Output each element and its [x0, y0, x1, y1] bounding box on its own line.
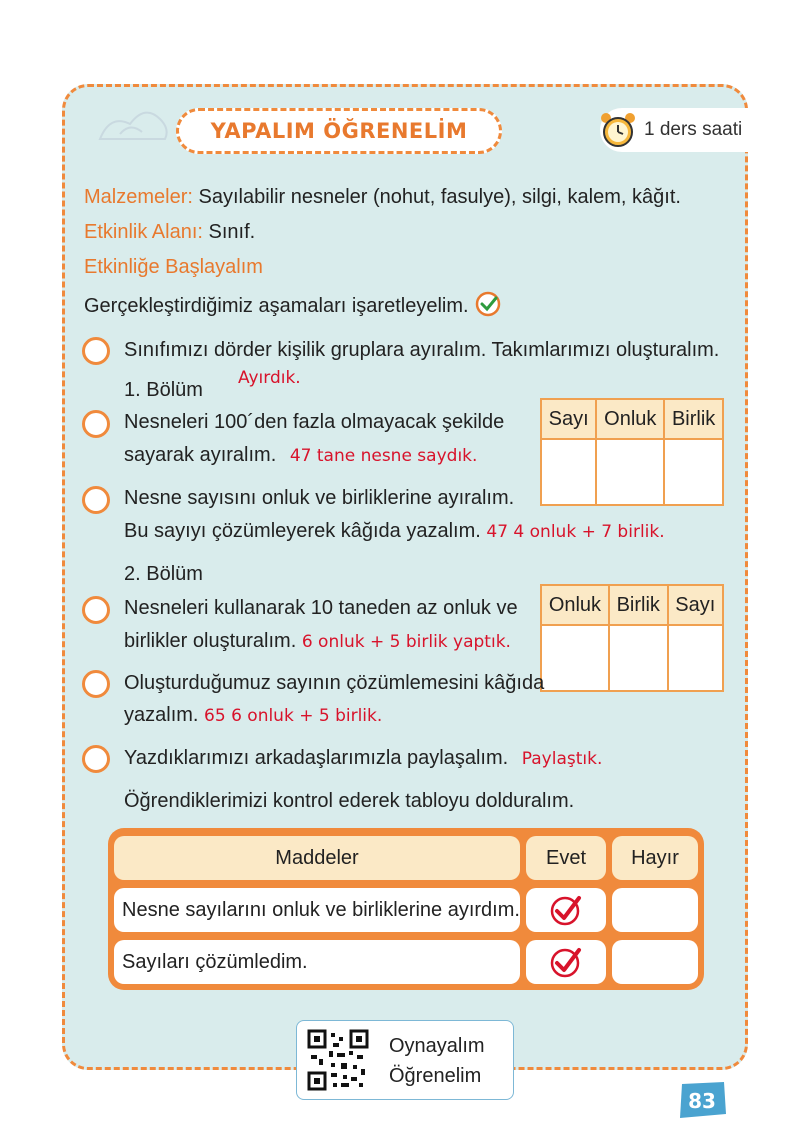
step-3-line1: Nesne sayısını onluk ve birliklerine ayıralım.: [124, 487, 515, 509]
qr-code-icon: [307, 1029, 369, 1091]
step-2-line2-text: sayarak ayıralım.: [124, 444, 277, 466]
check-circle-icon: [474, 290, 502, 318]
place-value-table-1: [540, 398, 724, 506]
part-2-heading: 2. Bölüm: [124, 563, 203, 585]
area-line: [84, 221, 255, 244]
check-row-2-evet[interactable]: [526, 940, 606, 984]
step-5-line1: Oluşturduğumuz sayının çözümlemesini kâğıda: [124, 672, 545, 694]
check-header-maddeler: Maddeler: [114, 836, 520, 880]
step-checkbox-5[interactable]: [82, 670, 110, 698]
step-checkbox-3[interactable]: [82, 486, 110, 514]
step-4-line2-text: birlikler oluşturalım.: [124, 630, 297, 652]
table1-header-birlik: Birlik: [664, 399, 723, 439]
qr-label-line2: Öğrenelim: [389, 1065, 482, 1087]
check-header-evet: Evet: [526, 836, 606, 880]
table2-cell-birlik[interactable]: [609, 625, 668, 691]
table1-cell-sayi[interactable]: [541, 439, 596, 505]
table1-cell-onluk[interactable]: [596, 439, 664, 505]
check-row-1-item: Nesne sayılarını onluk ve birliklerine ayırdım.: [114, 888, 520, 932]
materials-label: Malzemeler:: [84, 186, 193, 208]
check-header-hayir: Hayır: [612, 836, 698, 880]
table2-cell-onluk[interactable]: [541, 625, 609, 691]
step-6-answer: Paylaştık.: [521, 749, 603, 769]
step-1-text: Sınıfımızı dörder kişilik gruplara ayıralım. Takımlarımızı oluşturalım.: [124, 339, 720, 361]
table1-header-sayi: Sayı: [541, 399, 596, 439]
step-2-line1: Nesneleri 100´den fazla olmayacak şekilde: [124, 411, 505, 433]
step-4-answer: 6 onluk + 5 birlik yaptık.: [301, 632, 511, 652]
page-number: 83: [688, 1089, 716, 1113]
qr-code-box[interactable]: [296, 1020, 514, 1100]
materials-value: Sayılabilir nesneler (nohut, fasulye), silgi, kalem, kâğıt.: [198, 186, 681, 208]
lesson-duration-text: 1 ders saati: [644, 119, 743, 140]
area-label: Etkinlik Alanı:: [84, 221, 203, 243]
place-value-table-2: [540, 584, 724, 692]
step-1-answer: Ayırdık.: [238, 368, 301, 388]
table1-cell-birlik[interactable]: [664, 439, 723, 505]
step-5-line2-text: yazalım.: [124, 704, 199, 726]
step-checkbox-6[interactable]: [82, 745, 110, 773]
part-1-heading: 1. Bölüm: [124, 379, 203, 401]
start-heading: Etkinliğe Başlayalım: [84, 256, 263, 278]
instruction-line: [84, 290, 502, 318]
step-4-line2: [124, 630, 511, 653]
section-title-banner: [176, 108, 502, 154]
check-intro: Öğrendiklerimizi kontrol ederek tabloyu dolduralım.: [124, 790, 575, 812]
step-checkbox-2[interactable]: [82, 410, 110, 438]
area-value: Sınıf.: [208, 221, 256, 243]
step-3-line2-text: Bu sayıyı çözümleyerek kâğıda yazalım.: [124, 520, 481, 542]
instruction-text: Gerçekleştirdiğimiz aşamaları işaretleyelim.: [84, 295, 469, 317]
step-checkbox-4[interactable]: [82, 596, 110, 624]
lesson-duration: [600, 108, 752, 152]
step-3-answer: 47 4 onluk + 7 birlik.: [486, 522, 665, 542]
table2-header-onluk: Onluk: [541, 585, 609, 625]
step-2-line2: [124, 444, 477, 467]
step-6-line: [124, 747, 602, 770]
step-5-line2: [124, 704, 382, 727]
page-number-badge: [676, 1080, 728, 1120]
step-5-answer: 65 6 onluk + 5 birlik.: [204, 706, 383, 726]
step-4-line1: Nesneleri kullanarak 10 taneden az onluk ve: [124, 597, 518, 619]
table1-header-onluk: Onluk: [596, 399, 664, 439]
materials-line: [84, 186, 681, 209]
step-checkbox-1[interactable]: [82, 337, 110, 365]
qr-label-line1: Oynayalım: [389, 1035, 485, 1057]
check-row-2-item: Sayıları çözümledim.: [114, 940, 520, 984]
checked-mark-icon: [548, 892, 584, 928]
step-3-line2: [124, 520, 665, 543]
step-2-answer: 47 tane nesne saydık.: [289, 446, 478, 466]
check-row-1-evet[interactable]: [526, 888, 606, 932]
table2-cell-sayi[interactable]: [668, 625, 723, 691]
step-6-text: Yazdıklarımızı arkadaşlarımızla paylaşalım.: [124, 747, 509, 769]
table2-header-birlik: Birlik: [609, 585, 668, 625]
check-row-1-hayir[interactable]: [612, 888, 698, 932]
decorative-sketch-illustration: [90, 94, 180, 154]
table2-header-sayi: Sayı: [668, 585, 723, 625]
check-row-2-hayir[interactable]: [612, 940, 698, 984]
alarm-clock-icon: [598, 110, 638, 150]
section-title: YAPALIM ÖĞRENELİM: [210, 119, 468, 143]
checked-mark-icon: [548, 944, 584, 980]
